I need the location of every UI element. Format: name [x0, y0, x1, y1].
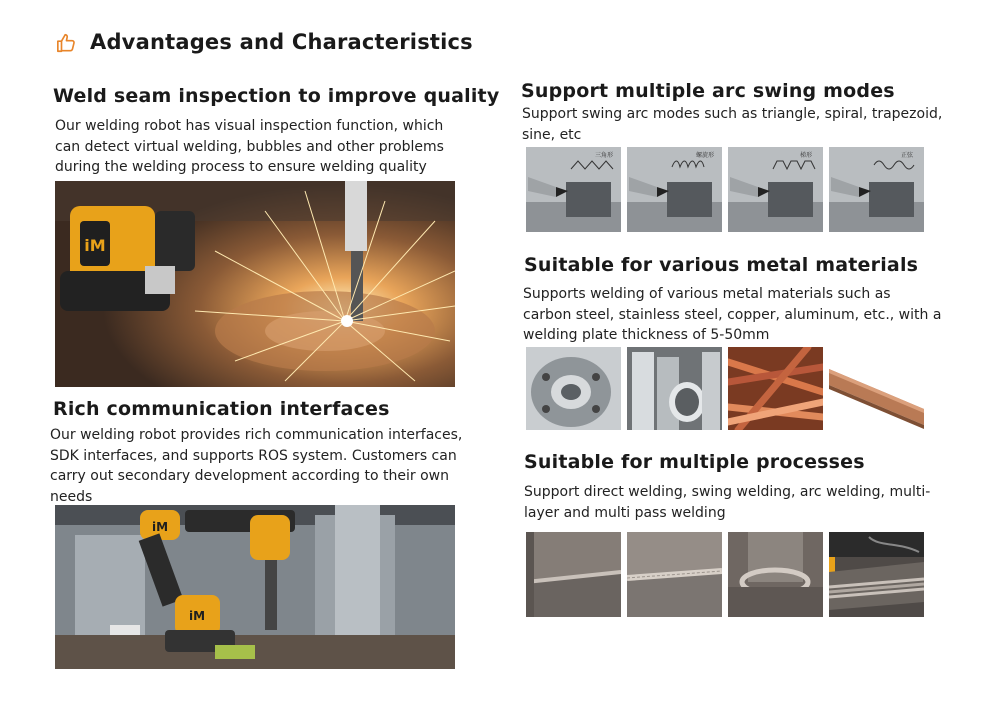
arc-swing-title: Support multiple arc swing modes [521, 80, 895, 102]
welding-sparks-photo [55, 181, 455, 387]
swing-welding-photo [627, 532, 722, 617]
arc-swing-spiral-photo [627, 147, 722, 232]
aluminum-profile-photo [829, 347, 924, 430]
robot-workcell-photo [55, 505, 455, 669]
metal-materials-text: Supports welding of various metal materials such as carbon steel, stainless steel, copper, aluminum, etc., with a welding plate thickness of 5-50mm [523, 286, 942, 343]
weld-inspection-text: Our welding robot has visual inspection function, which can detect virtual welding, bubbles and other problems during the welding process to ensure welding quality [55, 118, 444, 175]
svg-text:iM: iM [188, 609, 206, 623]
arc-swing-text: Support swing arc modes such as triangle, spiral, trapezoid, sine, etc [522, 106, 943, 143]
copper-pipes-photo [728, 347, 823, 430]
arc-welding-photo [728, 532, 823, 617]
multi-layer-welding-photo [829, 532, 924, 617]
thumb-label-spiral: 螺旋形 [695, 152, 715, 159]
processes-text: Support direct welding, swing welding, arc welding, multi-layer and multi pass welding [524, 484, 931, 521]
svg-text:iM: iM [151, 520, 169, 534]
stainless-steel-tubes-photo [627, 347, 722, 430]
processes-title: Suitable for multiple processes [524, 451, 865, 473]
thumbs-up-icon [56, 32, 78, 54]
carbon-steel-flange-photo [526, 347, 621, 430]
page-title: Advantages and Characteristics [90, 30, 473, 54]
arc-swing-triangle-photo [526, 147, 621, 232]
communication-text: Our welding robot provides rich communication interfaces, SDK interfaces, and supports ROS system. Customers can carry out secondary development according to their own needs [50, 427, 463, 505]
thumb-label-trapezoid: 梯形 [799, 152, 813, 159]
direct-welding-photo [526, 532, 621, 617]
metal-materials-title: Suitable for various metal materials [524, 254, 919, 276]
arc-swing-sine-photo [829, 147, 924, 232]
arc-swing-trapezoid-photo [728, 147, 823, 232]
thumb-label-sine: 正弦 [900, 152, 914, 159]
thumb-label-triangle: 三角形 [594, 152, 614, 159]
communication-title: Rich communication interfaces [53, 398, 390, 420]
svg-text:iM: iM [84, 236, 106, 255]
weld-inspection-title: Weld seam inspection to improve quality [53, 85, 500, 107]
